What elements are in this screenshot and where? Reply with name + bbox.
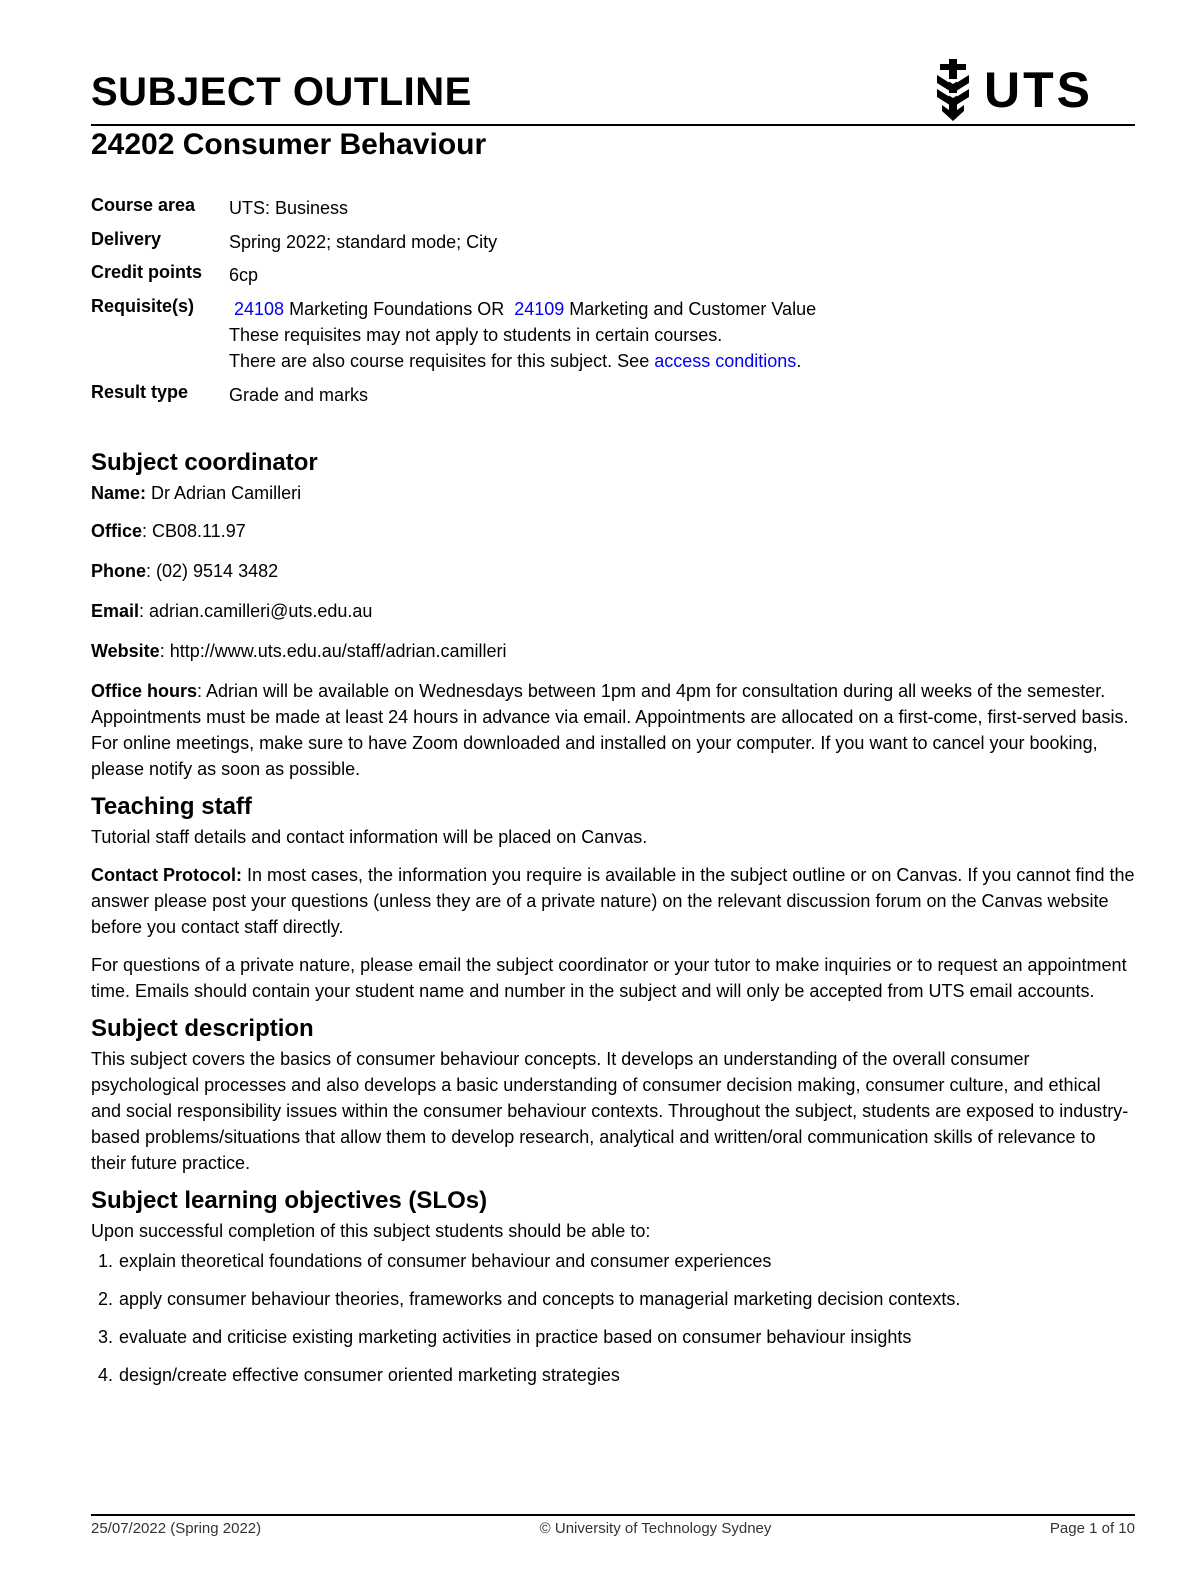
info-value: Spring 2022; standard mode; City <box>229 232 498 252</box>
list-text: design/create effective consumer oriented marketing strategies <box>119 1365 620 1385</box>
list-text: apply consumer behaviour theories, frameworks and concepts to managerial marketing decision contexts. <box>119 1289 961 1309</box>
subject-description-text: This subject covers the basics of consumer behaviour concepts. It develops an understanding of the overall consumer psychological processes and also develops a basic understanding of consumer decision making, consumer culture, and ethical and social responsibility issues within the consumer behaviour contexts. Throughout the subject, students are exposed to industry-based problems/situations that allow them to develop research, analytical and written/oral communication skills of relevance to their future practice. <box>91 1049 1129 1173</box>
field-label: Name: <box>91 483 147 503</box>
coordinator-heading: Subject coordinator <box>91 449 318 476</box>
info-label: Course area <box>91 195 196 215</box>
info-row-course-area <box>91 195 816 229</box>
document-title: SUBJECT OUTLINE <box>91 70 472 114</box>
info-row-delivery <box>91 229 816 262</box>
access-conditions-link[interactable]: access conditions <box>654 351 797 371</box>
footer-date: 25/07/2022 (Spring 2022) <box>91 1520 262 1537</box>
footer-rule <box>91 1514 1135 1516</box>
info-row-result-type <box>91 382 816 408</box>
info-value: 6cp <box>229 265 259 285</box>
subject-title: 24202 Consumer Behaviour <box>91 128 487 161</box>
field-label: Email <box>91 601 140 621</box>
document-page <box>91 0 1135 1590</box>
coordinator-name <box>91 480 1135 506</box>
field-value: In most cases, the information you require is available in the subject outline or on Canvas. If you cannot find the answer please post your questions (unless they are of a private nature) on the relevant discussion forum on the Canvas website before you contact staff directly. <box>91 865 1135 937</box>
teaching-staff-heading: Teaching staff <box>91 793 252 820</box>
coordinator-website <box>91 638 1135 664</box>
header-rule <box>91 124 1135 126</box>
field-value: : adrian.camilleri@uts.edu.au <box>139 601 373 621</box>
uts-logo <box>934 58 1093 122</box>
subject-description-heading: Subject description <box>91 1015 314 1042</box>
list-item <box>91 1324 1135 1350</box>
requisite-name: Marketing Foundations OR <box>289 299 505 319</box>
list-text: explain theoretical foundations of consumer behaviour and consumer experiences <box>119 1251 772 1271</box>
learning-objectives-intro: Upon successful completion of this subject students should be able to: <box>91 1221 651 1241</box>
field-value: : (02) 9514 3482 <box>146 561 279 581</box>
period: . <box>796 351 802 371</box>
info-label: Requisite(s) <box>91 296 195 316</box>
field-label: Contact Protocol: <box>91 865 242 885</box>
list-number: 1. <box>97 1251 113 1271</box>
coordinator-phone <box>91 558 1135 584</box>
logo-text: UTS <box>984 62 1093 118</box>
field-value: : http://www.uts.edu.au/staff/adrian.camilleri <box>159 641 507 661</box>
coordinator-office <box>91 518 1135 544</box>
info-value: Grade and marks <box>229 385 369 405</box>
main-content <box>91 446 1135 1388</box>
info-row-credit-points <box>91 262 816 296</box>
requisite-note: These requisites may not apply to students in certain courses. <box>229 325 723 345</box>
requisite-note: There are also course requisites for this subject. See <box>229 351 650 371</box>
field-value: : Adrian will be available on Wednesdays between 1pm and 4pm for consultation during all weeks of the semester. Appointments must be made at least 24 hours in advance via email. Appointments are allocated on a first-come, first-served basis. For online meetings, make sure to have Zoom downloaded and installed on your computer. If you want to cancel your booking, please notify as soon as possible. <box>91 681 1129 779</box>
page-footer <box>91 1520 1135 1537</box>
info-row-requisites <box>91 296 816 382</box>
list-number: 2. <box>97 1289 113 1309</box>
list-text: evaluate and criticise existing marketing activities in practice based on consumer behaviour insights <box>119 1327 912 1347</box>
contact-protocol <box>91 862 1135 940</box>
footer-copyright: © University of Technology Sydney <box>539 1520 772 1537</box>
learning-objectives-list <box>91 1248 1135 1388</box>
requisite-name: Marketing and Customer Value <box>569 299 817 319</box>
list-number: 3. <box>97 1327 113 1347</box>
field-label: Phone <box>91 561 147 581</box>
field-label: Office hours <box>91 681 198 701</box>
learning-objectives-heading: Subject learning objectives (SLOs) <box>91 1187 488 1214</box>
uts-crest-icon <box>934 59 972 121</box>
list-item <box>91 1286 1135 1312</box>
teaching-intro: Tutorial staff details and contact information will be placed on Canvas. <box>91 827 648 847</box>
info-value: UTS: Business <box>229 198 349 218</box>
requisites-value <box>229 296 816 382</box>
info-label: Result type <box>91 382 189 402</box>
field-value: Dr Adrian Camilleri <box>151 483 302 503</box>
field-label: Office <box>91 521 143 541</box>
private-contact-text: For questions of a private nature, please email the subject coordinator or your tutor to make inquiries or to request an appointment time. Emails should contain your student name and number in the subject and will only be accepted from UTS email accounts. <box>91 955 1127 1001</box>
field-value: : CB08.11.97 <box>142 521 246 541</box>
coordinator-office-hours <box>91 678 1135 782</box>
requisite-link-24108[interactable]: 24108 <box>234 299 285 319</box>
list-number: 4. <box>97 1365 113 1385</box>
field-label: Website <box>91 641 160 661</box>
info-label: Delivery <box>91 229 162 249</box>
footer-page-number: Page 1 of 10 <box>1049 1520 1135 1537</box>
subject-info-table <box>91 195 816 408</box>
info-label: Credit points <box>91 262 202 282</box>
requisite-link-24109[interactable]: 24109 <box>514 299 565 319</box>
list-item <box>91 1248 1135 1274</box>
coordinator-email <box>91 598 1135 624</box>
list-item <box>91 1362 1135 1388</box>
